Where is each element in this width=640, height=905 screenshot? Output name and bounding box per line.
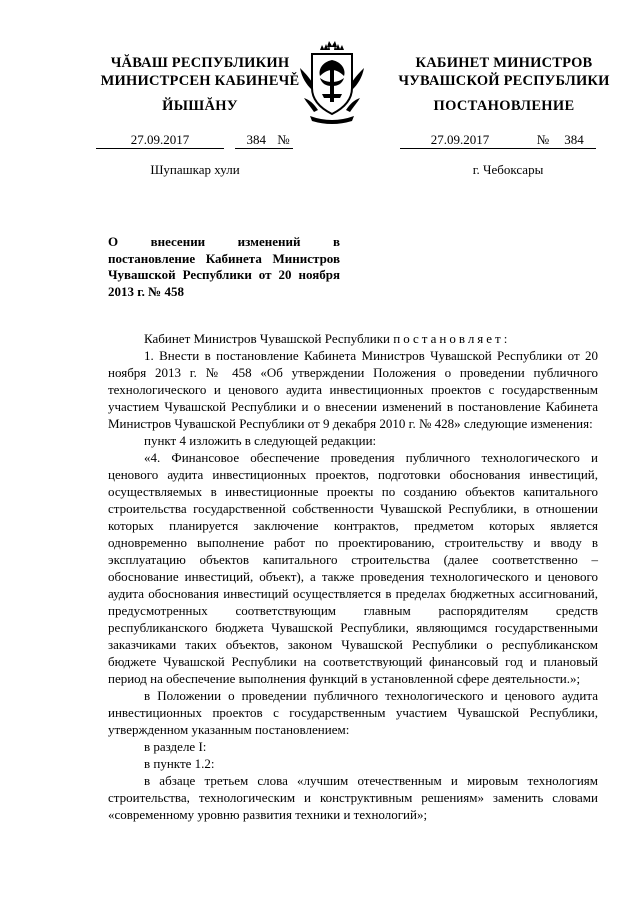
right-city: г. Чебоксары [472,162,544,177]
left-number: 384 [235,132,277,149]
body-paragraph: 1. Внести в постановление Кабинета Министров Чувашской Республики от 20 ноября 2013 г. № 458 «Об утверждении Положения о проведении публичного технологического и ценового аудита инвестиционных проектов с государственным участием Чувашской Республики и о внесении изменений в постановление Кабинета Министров Чувашской Республики от 9 декабря 2010 г. № 428» следующие изменения: [108,348,598,431]
intro-prefix: Кабинет Министров Чувашской Республики [144,331,390,346]
left-number-sign: № [277,132,293,149]
left-city: Шупашкар хули [150,162,240,177]
right-date-line [400,132,596,149]
left-org-line2: МИНИСТРСЕН КАБИНЕЧĚ [100,73,300,89]
left-org-line1: ЧĂВАШ РЕСПУБЛИКИН [110,55,290,71]
right-date: 27.09.2017 [400,132,520,149]
left-org-name [90,54,310,90]
chuvash-emblem [296,38,368,124]
left-doc-type: ЙЫШĂНУ [162,98,238,114]
body-paragraph: пункт 4 изложить в следующей редакции: [144,433,377,448]
document-subject: О внесении изменений в постановление Кабинета Министров Чувашской Республики от 20 ноября 2013 г. № 458 [108,234,340,299]
body-paragraph: в абзаце третьем слова «лучшим отечественным и мировым технологиям строительства, технологическим и конструктивным решениям» заменить словами «современному уровню развития техники и технологий»; [108,773,598,822]
right-doc-type: ПОСТАНОВЛЕНИЕ [433,98,575,114]
document-body [108,330,598,823]
body-paragraph: «4. Финансовое обеспечение проведения публичного технологического и ценового аудита инвестиционных проектов, подготовки обоснования инвестиций, осуществляемых в инвестиционные проекты по созданию объектов капитального строительства государственной собственности Чувашской Республики, в отношении которых планируется заключение контрактов, предметом которых является одновременно выполнение работ по проектированию, строительству и вводу в эксплуатацию объектов капитального строительства (далее соответственно – обоснование инвестиций, объект), а также проведения технологического и ценового аудита обоснования инвестиций осуществляется в пределах бюджетных ассигнований, предусмотренных соответствующим главным распорядителям средств республиканского бюджета Чувашской Республики, являющимся государственными заказчиками таких объектов, законом Чувашской Республики о республиканском бюджете Чувашской Республики на соответствующий финансовый год и плановый период на обеспечение выполнения функций в установленной сфере деятельности.»; [108,450,598,686]
intro-paragraph [108,330,598,347]
intro-verb: постановляет: [393,331,511,346]
right-number-sign: № [534,132,552,149]
right-org-line2: ЧУВАШСКОЙ РЕСПУБЛИКИ [398,73,610,89]
body-paragraph: в Положении о проведении публичного технологического и ценового аудита инвестиционных проектов с государственным участием Чувашской Республики, утвержденном указанным постановлением: [108,688,598,737]
right-org-line1: КАБИНЕТ МИНИСТРОВ [415,55,593,71]
body-paragraph: в разделе I: [144,739,207,754]
left-date-line [96,132,293,149]
body-paragraph: в пункте 1.2: [144,756,215,771]
right-org-name [388,54,620,90]
left-date: 27.09.2017 [96,132,224,149]
emblem-icon [296,38,368,124]
right-number: 384 [552,132,596,149]
